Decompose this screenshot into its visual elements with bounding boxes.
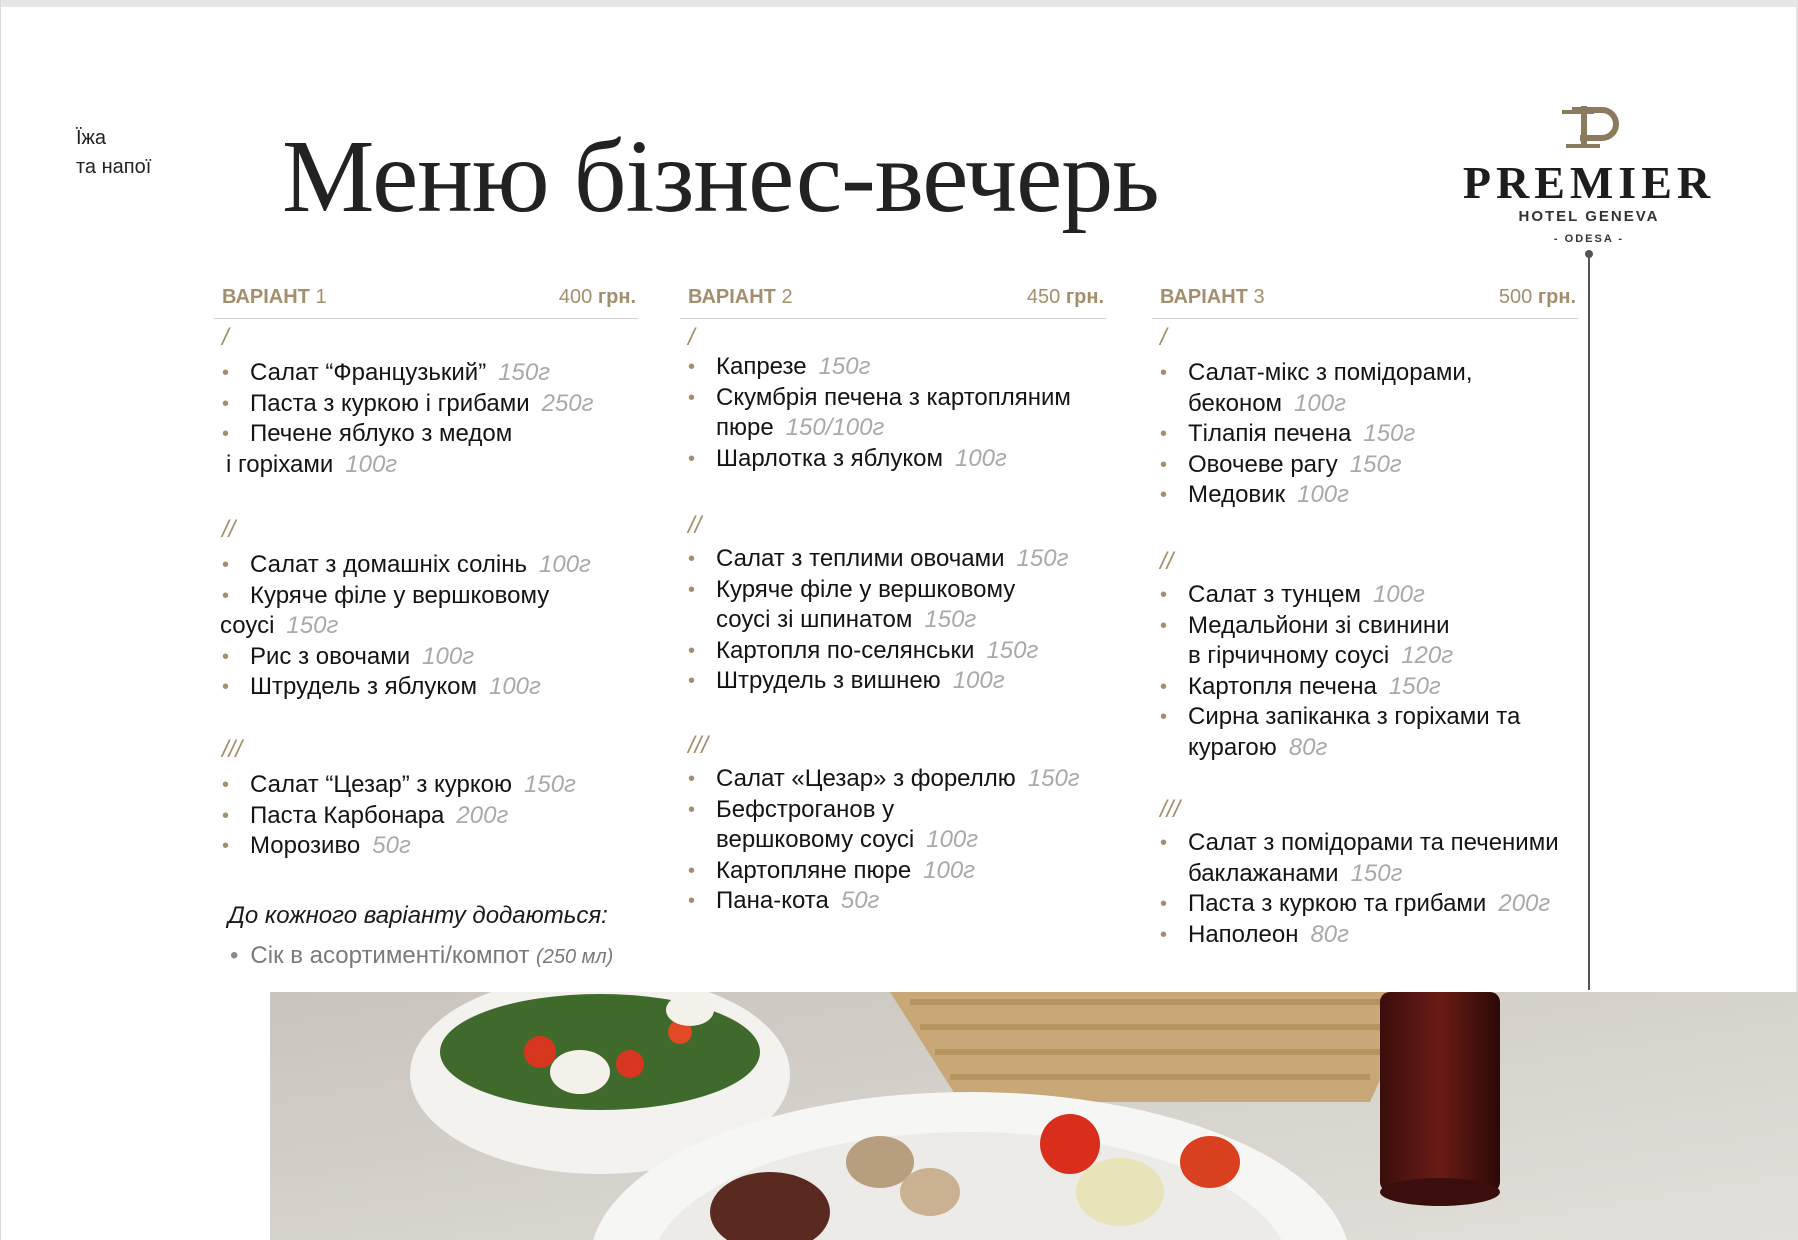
item-weight: 100г (422, 642, 475, 670)
included-item-name: Сік в асортименті/компот (250, 942, 530, 969)
price-value: 500 (1498, 286, 1533, 308)
menu-item (686, 795, 1080, 856)
item-weight: 100г (923, 856, 976, 884)
item-weight: 100г (539, 551, 591, 578)
menu-item (1158, 920, 1559, 951)
variant-label-text: ВАРІАНТ (1160, 286, 1248, 308)
item-weight: 150г (986, 636, 1039, 664)
item-weight: 80г (1310, 920, 1349, 948)
variant-number: 1 (315, 286, 327, 308)
item-weight: 150г (1027, 765, 1080, 792)
course-mark: /// (1160, 796, 1181, 823)
menu-item (220, 770, 576, 801)
variant-label (688, 282, 793, 312)
menu-item (1158, 702, 1520, 763)
variant-2 (680, 282, 1106, 922)
menu-item (1158, 672, 1520, 703)
item-name: Салат з тунцем (1188, 581, 1361, 608)
course-items (220, 550, 591, 703)
menu-item (1158, 358, 1473, 419)
item-weight: 100г (1297, 481, 1349, 508)
menu-item (220, 831, 576, 862)
item-name-cont: і горіхами (226, 450, 334, 478)
section-label (76, 124, 151, 182)
item-weight: 150г (1388, 672, 1441, 700)
item-name-cont: соусі зі шпинатом (716, 606, 913, 633)
variant-number: 2 (781, 286, 793, 308)
price-value: 450 (1026, 286, 1061, 308)
course-items (1158, 828, 1559, 950)
item-weight: 150г (498, 359, 551, 386)
menu-item (220, 581, 591, 642)
item-weight: 200г (456, 801, 509, 829)
item-name: Пана-кота (716, 887, 829, 914)
item-name-cont: соусі (220, 612, 275, 639)
variant-number: 3 (1253, 286, 1265, 308)
menu-item (220, 550, 591, 581)
course-items (1158, 580, 1520, 763)
item-name: Картопляне пюре (716, 856, 912, 884)
item-weight: 150г (1349, 450, 1402, 478)
item-name: Картопля по-селянськи (716, 636, 975, 664)
variant-label-text: ВАРІАНТ (222, 286, 310, 308)
item-name: Скумбрія печена з картопляним (716, 383, 1071, 411)
item-name: Тілапія печена (1188, 420, 1352, 447)
menu-item (686, 636, 1068, 667)
page-top-border (0, 0, 1798, 7)
section-label-line1: Їжа (76, 127, 107, 149)
variant-header (680, 282, 1106, 319)
menu-item (1158, 450, 1473, 481)
variant-1 (214, 282, 638, 882)
item-name: Салат з теплими овочами (716, 545, 1005, 572)
course-items (220, 358, 594, 480)
item-name-cont: беконом (1188, 389, 1283, 417)
menu-item (686, 444, 1071, 475)
menu-item (220, 358, 594, 389)
logo-brand-name: PREMIER (1462, 157, 1716, 208)
item-name: Бефстроганов у (716, 795, 895, 823)
item-name: Салат «Цезар» з фореллю (716, 765, 1016, 792)
item-name: Салат з помідорами та печеними (1188, 829, 1559, 856)
item-name: Шарлотка з яблуком (716, 444, 943, 472)
item-name: Салат з домашніх солінь (250, 551, 527, 578)
item-name: Куряче філе у вершковому (250, 581, 550, 609)
menu-item (686, 764, 1080, 795)
variant-price (1499, 282, 1576, 312)
included-item (230, 942, 613, 970)
course-mark: / (222, 324, 229, 351)
variant-3 (1152, 282, 1578, 962)
item-weight: 80г (1288, 733, 1328, 761)
item-name: Салат “Цезар” з куркою (250, 771, 512, 798)
timeline-line (1588, 254, 1590, 990)
item-weight: 100г (345, 450, 398, 478)
item-name: Салат-мікс з помідорами, (1188, 359, 1473, 386)
price-currency: грн. (1065, 286, 1104, 308)
page-title: Меню бізнес-вечерь (282, 119, 1159, 234)
item-weight: 50г (372, 832, 411, 859)
item-name: Паста з куркою і грибами (250, 389, 530, 417)
item-weight: 150г (1363, 420, 1416, 447)
course-items (686, 544, 1068, 697)
item-name: Печене яблуко з медом (250, 420, 513, 447)
item-weight: 100г (952, 667, 1005, 694)
page-left-border (0, 0, 1, 1240)
course-items (220, 770, 576, 862)
price-currency: грн. (597, 286, 636, 308)
item-weight: 50г (840, 887, 880, 914)
item-weight: 150г (1350, 859, 1403, 887)
item-name-cont: в гірчичному соусі (1188, 642, 1390, 669)
item-weight: 250г (541, 389, 594, 417)
item-name: Наполеон (1188, 920, 1299, 948)
item-weight: 150г (524, 771, 576, 798)
variant-header (214, 282, 638, 319)
item-name: Медовик (1188, 481, 1286, 508)
item-name: Рис з овочами (250, 642, 411, 670)
course-items (686, 764, 1080, 917)
menu-item (1158, 419, 1473, 450)
item-weight: 100г (954, 444, 1007, 472)
menu-item (220, 642, 591, 673)
item-weight: 200г (1498, 890, 1551, 917)
item-weight: 150г (1016, 545, 1069, 572)
item-name: Штрудель з яблуком (250, 673, 477, 700)
logo-subtitle: HOTEL GENEVA (1518, 208, 1660, 225)
item-weight: 150г (818, 353, 871, 380)
course-mark: // (222, 516, 236, 543)
section-label-line2: та напої (76, 156, 152, 178)
course-mark: /// (222, 736, 243, 763)
menu-item (686, 383, 1071, 444)
menu-item (686, 856, 1080, 887)
menu-item (1158, 480, 1473, 511)
price-value: 400 (558, 286, 593, 308)
item-name-cont: курагою (1188, 733, 1277, 761)
item-weight: 150г (924, 606, 977, 633)
item-weight: 100г (488, 673, 541, 700)
menu-item (220, 672, 591, 703)
variant-price (1027, 282, 1104, 312)
menu-item (1158, 828, 1559, 889)
menu-item (1158, 889, 1559, 920)
course-items (686, 352, 1071, 474)
item-name: Сирна запіканка з горіхами та (1188, 703, 1521, 730)
course-mark: /// (688, 732, 709, 759)
item-weight: 120г (1401, 642, 1454, 669)
course-mark: // (688, 512, 702, 539)
price-currency: грн. (1537, 286, 1576, 308)
menu-item (220, 389, 594, 420)
premier-monogram-icon (1454, 104, 1724, 148)
menu-item (686, 886, 1080, 917)
menu-item (686, 666, 1068, 697)
item-weight: 100г (926, 826, 979, 853)
course-mark: / (688, 324, 695, 351)
variant-header (1152, 282, 1578, 319)
item-name: Штрудель з вишнею (716, 667, 941, 694)
variant-price (559, 282, 636, 312)
menu-item (1158, 611, 1520, 672)
included-note: До кожного варіанту додаються: (228, 902, 608, 929)
item-name: Картопля печена (1188, 672, 1377, 700)
variant-label (222, 282, 327, 312)
course-mark: // (1160, 548, 1174, 575)
course-items (1158, 358, 1473, 511)
item-name: Паста Карбонара (250, 801, 445, 829)
item-name: Паста з куркою та грибами (1188, 890, 1487, 917)
item-name: Капрезе (716, 353, 807, 380)
food-photo-image (270, 992, 1798, 1240)
menu-item (1158, 580, 1520, 611)
item-name: Морозиво (250, 832, 361, 859)
variant-label-text: ВАРІАНТ (688, 286, 776, 308)
food-photo (270, 992, 1798, 1240)
course-mark: / (1160, 324, 1167, 351)
menu-item (686, 575, 1068, 636)
included-item-volume: (250 мл) (536, 946, 614, 968)
menu-item (686, 544, 1068, 575)
menu-item (686, 352, 1071, 383)
hotel-logo (1454, 104, 1724, 244)
item-name: Овочеве рагу (1188, 450, 1338, 478)
item-name: Куряче філе у вершковому (716, 575, 1016, 603)
item-weight: 150/100г (785, 414, 885, 441)
item-name: Салат “Французький” (250, 359, 487, 386)
item-weight: 100г (1294, 389, 1346, 417)
menu-item (220, 801, 576, 832)
item-weight: 150г (286, 612, 339, 639)
item-name: Медальйони зі свинини (1188, 611, 1450, 639)
item-weight: 100г (1372, 581, 1425, 608)
item-name-cont: вершковому соусі (716, 826, 915, 853)
logo-city: - ODESA - (1553, 233, 1625, 245)
variant-label (1160, 282, 1265, 312)
item-name-cont: пюре (716, 414, 774, 441)
item-name-cont: баклажанами (1188, 859, 1339, 887)
menu-item (220, 419, 594, 480)
